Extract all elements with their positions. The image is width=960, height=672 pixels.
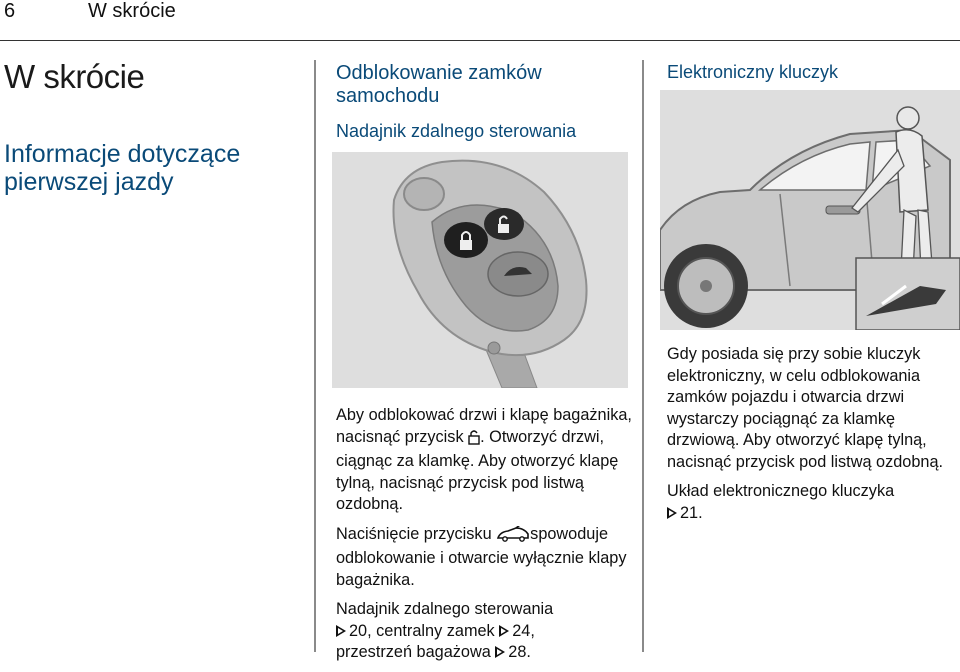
paragraph-electronic-key-reference — [667, 481, 959, 524]
person-opening-car-door-illustration — [660, 90, 960, 330]
paragraph-electronic-key: Gdy posiada się przy sobie kluczyk elektroniczny, w celu odblokowania zamków pojazdu i otwarcia drzwi wystarczy pociągnąć za klamkę drzwiową. Aby otworzyć klapę tylną, nacisnąć przycisk pod listwą ozdobną. — [667, 345, 944, 471]
unlock-padlock-icon — [468, 429, 480, 452]
section-title-unlocking: Odblokowanie zamków samochodu — [336, 62, 542, 107]
ref-luggage-page[interactable]: 28. — [508, 643, 531, 661]
remote-instructions — [336, 405, 636, 672]
paragraph-references — [336, 599, 636, 664]
paragraph-unlock — [336, 405, 636, 516]
section-title-electronic-key: Elektroniczny kluczyk — [667, 62, 839, 82]
paragraph-trunk-after: spowoduje odblokowanie i otwarcie wyłącznie klapy bagażnika. — [336, 524, 627, 589]
ref-electronic-key-page[interactable]: 21. — [680, 503, 703, 522]
ref-electronic-key-label: Układ elektronicznego kluczyka — [667, 482, 895, 500]
ref-remote-page[interactable]: 20, centralny zamek — [349, 621, 495, 640]
remote-key-fob-illustration — [332, 152, 628, 388]
ref-luggage-label: przestrzeń bagażowa — [336, 643, 491, 661]
column-divider-left — [314, 60, 316, 652]
paragraph-trunk — [336, 524, 636, 592]
paragraph-unlock-text-after: . Otworzyć drzwi, ciągnąc za klamkę. Aby otworzyć klapę tylną, nacisnąć przycisk pod listwą ozdobną. — [336, 427, 619, 513]
ref-central-lock-page[interactable]: 24, — [512, 621, 535, 640]
section-title-first-drive: Informacje dotyczące pierwszej jazdy — [4, 140, 241, 196]
electronic-key-instructions — [667, 344, 959, 532]
page-number: 6 — [4, 0, 16, 22]
chapter-title: W skrócie — [4, 58, 145, 95]
paragraph-trunk-before: Naciśnięcie przycisku — [336, 524, 492, 543]
car-trunk-icon — [496, 526, 530, 549]
paragraph-unlock-text: Aby odblokować drzwi i klapę bagażnika, nacisnąć przycisk — [336, 406, 632, 446]
subheading-remote-control: Nadajnik zdalnego sterowania — [336, 121, 577, 141]
column-divider-right — [642, 60, 644, 652]
page-ref-arrow-icon — [495, 646, 505, 658]
page-ref-arrow-icon — [499, 625, 509, 637]
running-head: W skrócie — [88, 0, 176, 22]
page-ref-arrow-icon — [667, 507, 677, 519]
page-ref-arrow-icon — [336, 625, 346, 637]
ref-remote-label: Nadajnik zdalnego sterowania — [336, 600, 554, 618]
header-rule — [0, 40, 960, 41]
